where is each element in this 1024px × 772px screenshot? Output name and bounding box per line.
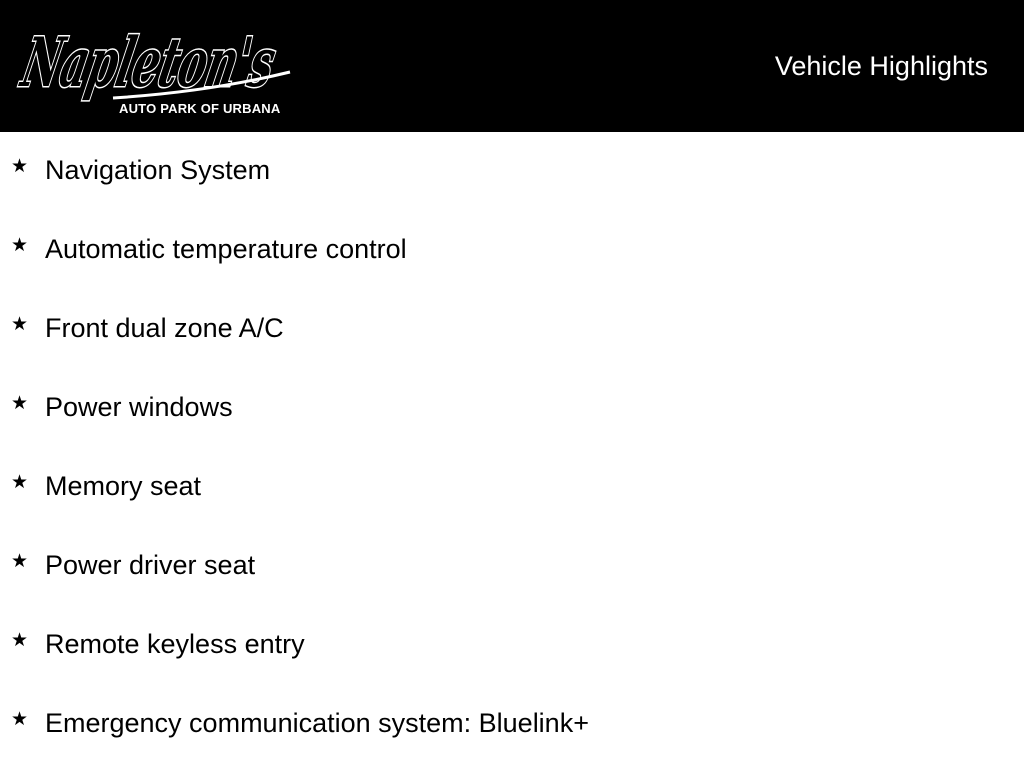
star-icon: ★ [11,550,29,572]
highlight-label: Remote keyless entry [45,629,305,659]
star-icon: ★ [11,629,29,651]
dealer-logo [15,6,441,128]
header-bar [0,0,1024,132]
star-icon: ★ [11,313,29,335]
list-item [0,456,1024,535]
highlight-label: Power driver seat [45,550,256,580]
list-item [0,140,1024,219]
highlight-label: Automatic temperature control [45,234,407,264]
star-icon: ★ [11,471,29,493]
list-item [0,219,1024,298]
list-item [0,298,1024,377]
list-item [0,535,1024,614]
highlight-label: Front dual zone A/C [45,313,284,343]
highlight-label: Navigation System [45,155,271,185]
star-icon: ★ [11,234,29,256]
highlight-label: Memory seat [45,471,202,501]
logo-subtitle: AUTO PARK OF URBANA [119,101,281,116]
star-icon: ★ [11,708,29,730]
list-item [0,693,1024,772]
list-item [0,377,1024,456]
page-title: Vehicle Highlights [774,51,988,81]
logo-script [15,6,441,106]
star-icon: ★ [11,155,29,177]
list-item [0,614,1024,693]
logo-script-text: Napleton's [15,22,441,103]
highlights-list [0,140,1024,772]
highlight-label: Emergency communication system: Bluelink+ [45,708,589,738]
star-icon: ★ [11,392,29,414]
highlight-label: Power windows [45,392,233,422]
